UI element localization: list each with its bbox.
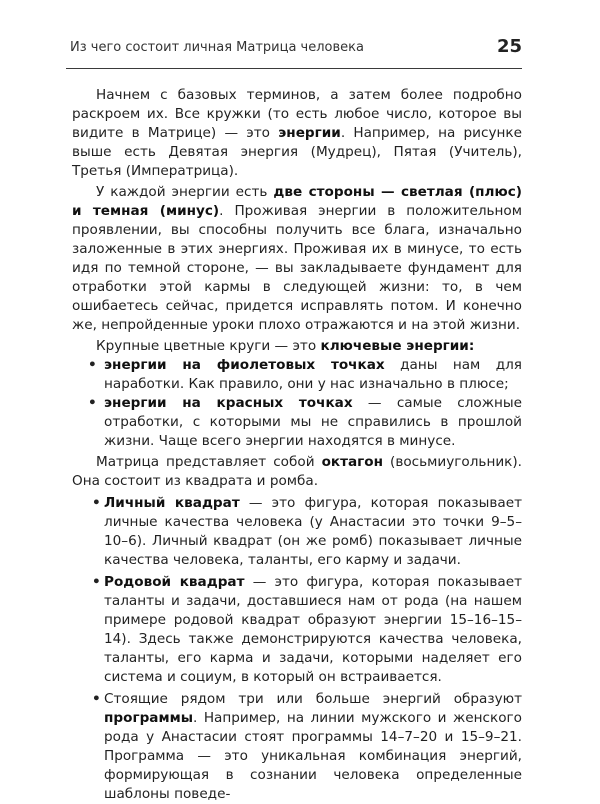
list-item — [92, 690, 522, 804]
text-run: . Например, на рисунке выше есть Девятая энергия (Мудрец), Пятая (Учитель), Третья (Императрица). — [72, 125, 522, 179]
body-text — [72, 86, 522, 804]
octagon-parts-list — [72, 494, 522, 804]
paragraph-4 — [72, 453, 522, 491]
text-run: Матрица представляет собой — [96, 454, 322, 470]
key-energies-list — [72, 356, 522, 451]
list-item — [92, 494, 522, 570]
bold-term: Родовой квадрат — [104, 574, 245, 590]
text-run: Стоящие рядом три или больше энергий образуют — [104, 691, 522, 707]
text-run: . Например, на линии мужского и женского рода у Анастасии стоят программы 14–7–20 и 15–9–21. Программа — это уникальная комбинация энергий, формирующая в сознании человека определенные шаблоны поведе- — [104, 710, 522, 802]
text-run: Начнем с базовых терминов, а затем более подробно раскроем их. Все кружки (то есть любое число, которое вы видите в Матрице) — это — [72, 87, 522, 141]
text-run: — это фигура, которая показывает личные качества человека (у Анастасии это точки 9–5–10–6). Личный квадрат (он же ромб) показывает личные качества человека, таланты, его карму и задачи. — [104, 495, 522, 568]
page-number: 25 — [496, 36, 522, 57]
bold-term: Личный квадрат — [104, 495, 240, 511]
text-run: Крупные цветные круги — это — [96, 338, 321, 354]
list-item — [88, 356, 522, 394]
text-run: (восьмиугольник). Она состоит из квадрата и ромба. — [72, 454, 522, 489]
text-run: — самые сложные отработки, с которыми мы не справились в прошлой жизни. Чаще всего энергии находятся в минусе. — [104, 395, 522, 449]
paragraph-3 — [72, 337, 522, 356]
text-run: . Проживая энергии в положительном проявлении, вы способны получить все блага, изначально заложенные в этих энергиях. Проживая их в минусе, то есть идя по темной стороне, — вы закладываете фундамент для отработки этой кармы в следующей жизни: то, в чем ошибаетесь сейчас, придется исправлять потом. И конечно же, непройденные уроки плохо отражаются и на этой жизни. — [72, 203, 522, 333]
chapter-title: Из чего состоит личная Матрица человека — [70, 40, 364, 55]
list-item — [88, 394, 522, 451]
bold-term: программы — [104, 710, 193, 726]
bold-term: октагон — [321, 454, 384, 470]
text-run: — это фигура, которая показывает таланты и задачи, доставшиеся нам от рода (на нашем примере родовой квадрат образуют энергии 15–16–15–14). Здесь также демонстрируются качества человека, таланты, его карма и задачи, которыми наделяет его система и социум, в который он встраивается. — [104, 574, 522, 685]
bold-term: энергии на красных точках — [104, 395, 353, 411]
list-item — [92, 573, 522, 687]
bold-term: энергии — [278, 125, 341, 141]
text-run: даны нам для наработки. Как правило, они у нас изначально в плюсе; — [104, 357, 522, 392]
bold-term: ключевые энергии: — [320, 338, 475, 354]
text-run: У каждой энергии есть — [96, 184, 274, 200]
paragraph-1 — [72, 86, 522, 181]
paragraph-2 — [72, 183, 522, 335]
running-header — [66, 32, 522, 69]
bold-term: две стороны — светлая (плюс) и темная (минус) — [72, 184, 522, 219]
bold-term: энергии на фиолетовых точках — [104, 357, 385, 373]
